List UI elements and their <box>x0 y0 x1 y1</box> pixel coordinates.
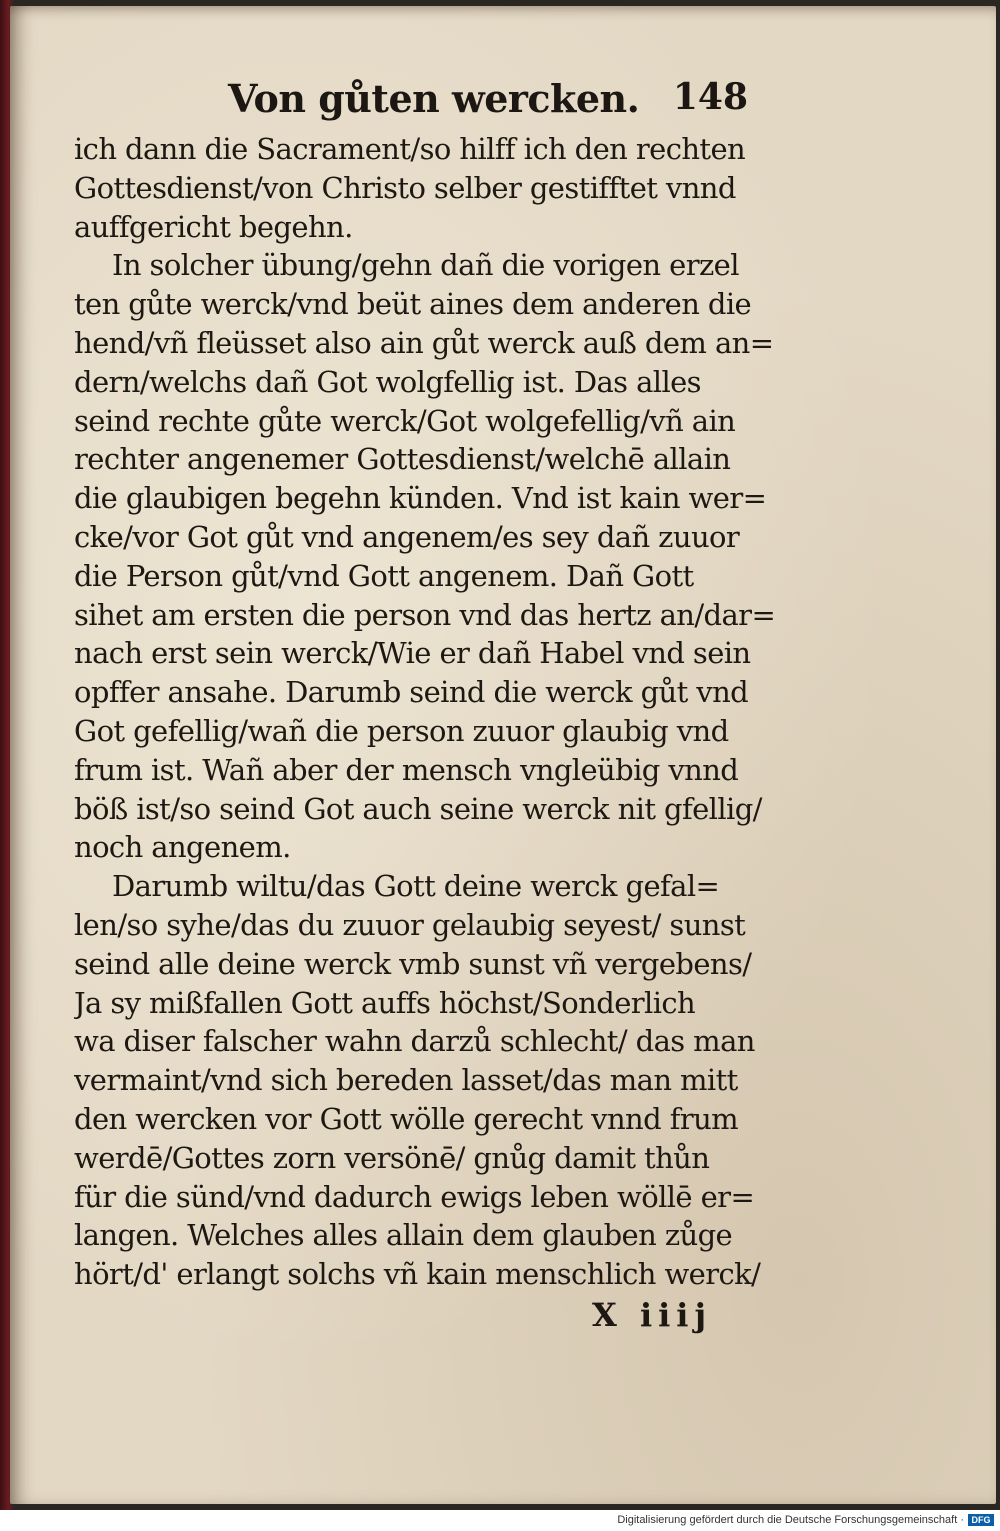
text-line: rechter angenemer Gottesdienst/welchē allain <box>74 442 731 477</box>
text-line: vermaint/vnd sich bereden lasset/das man mitt <box>74 1063 738 1098</box>
text-line: auffgericht begehn. <box>74 209 353 244</box>
text-line: seind rechte gůte werck/Got wolgefellig/vñ ain <box>74 403 736 438</box>
text-line: hend/vñ fleüsset also ain gůt werck auß dem an= <box>74 325 774 360</box>
dfg-logo: DFG <box>968 1514 994 1526</box>
text-line: für die sünd/vnd dadurch ewigs leben wöllē er= <box>74 1179 755 1214</box>
text-line: Darumb wiltu/das Gott deine werck gefal= <box>112 869 720 904</box>
text-line: die Person gůt/vnd Gott angenem. Dañ Gott <box>74 558 694 593</box>
text-line: len/so syhe/das du zuuor gelaubig seyest/ sunst <box>74 907 746 942</box>
text-line: cke/vor Got gůt vnd angenem/es sey dañ zuuor <box>74 519 740 554</box>
text-block <box>74 130 786 1294</box>
digitization-credit: Digitalisierung gefördert durch die Deutsche Forschungsgemeinschaft · <box>617 1514 964 1526</box>
text-line: noch angenem. <box>74 830 291 865</box>
folio-number: 148 <box>672 76 748 118</box>
text-line: werdē/Gottes zorn versönē/ gnůg damit thůn <box>74 1140 710 1175</box>
text-line: ten gůte werck/vnd beüt aines dem anderen die <box>74 287 752 322</box>
text-line: nach erst sein werck/Wie er dañ Habel vnd sein <box>74 636 751 671</box>
text-line: Ja sy mißfallen Gott auffs höchst/Sonderlich <box>74 985 696 1020</box>
text-line: sihet am ersten die person vnd das hertz an/dar= <box>74 597 776 632</box>
text-line: hört/d' erlangt solchs vñ kain menschlich werck/ <box>74 1257 761 1292</box>
text-line: In solcher übung/gehn dañ die vorigen erzel <box>112 248 739 283</box>
running-title: Von gůten wercken. <box>228 76 640 121</box>
signature-mark: X iiij <box>592 1296 713 1334</box>
text-line: frum ist. Wañ aber der mensch vngleübig vnnd <box>74 752 739 787</box>
text-line: opffer ansahe. Darumb seind die werck gůt vnd <box>74 675 749 710</box>
page-header <box>228 76 748 126</box>
text-line: böß ist/so seind Got auch seine werck nit gfellig/ <box>74 791 762 826</box>
text-line: ich dann die Sacrament/so hilff ich den rechten <box>74 132 746 166</box>
text-line: Got gefellig/wañ die person zuuor glaubig vnd <box>74 713 729 748</box>
text-line: die glaubigen begehn künden. Vnd ist kain wer= <box>74 481 767 516</box>
text-line: wa diser falscher wahn darzů schlecht/ das man <box>74 1024 755 1059</box>
footer-bar <box>0 1510 1000 1531</box>
text-line: dern/welchs dañ Got wolgfellig ist. Das alles <box>74 364 701 399</box>
text-line: seind alle deine werck vmb sunst vñ vergebens/ <box>74 946 752 981</box>
text-line: langen. Welches alles allain dem glauben zůge <box>74 1218 733 1253</box>
text-line: den wercken vor Gott wölle gerecht vnnd frum <box>74 1101 739 1136</box>
text-line: Gottesdienst/von Christo selber gestifftet vnnd <box>74 170 736 205</box>
